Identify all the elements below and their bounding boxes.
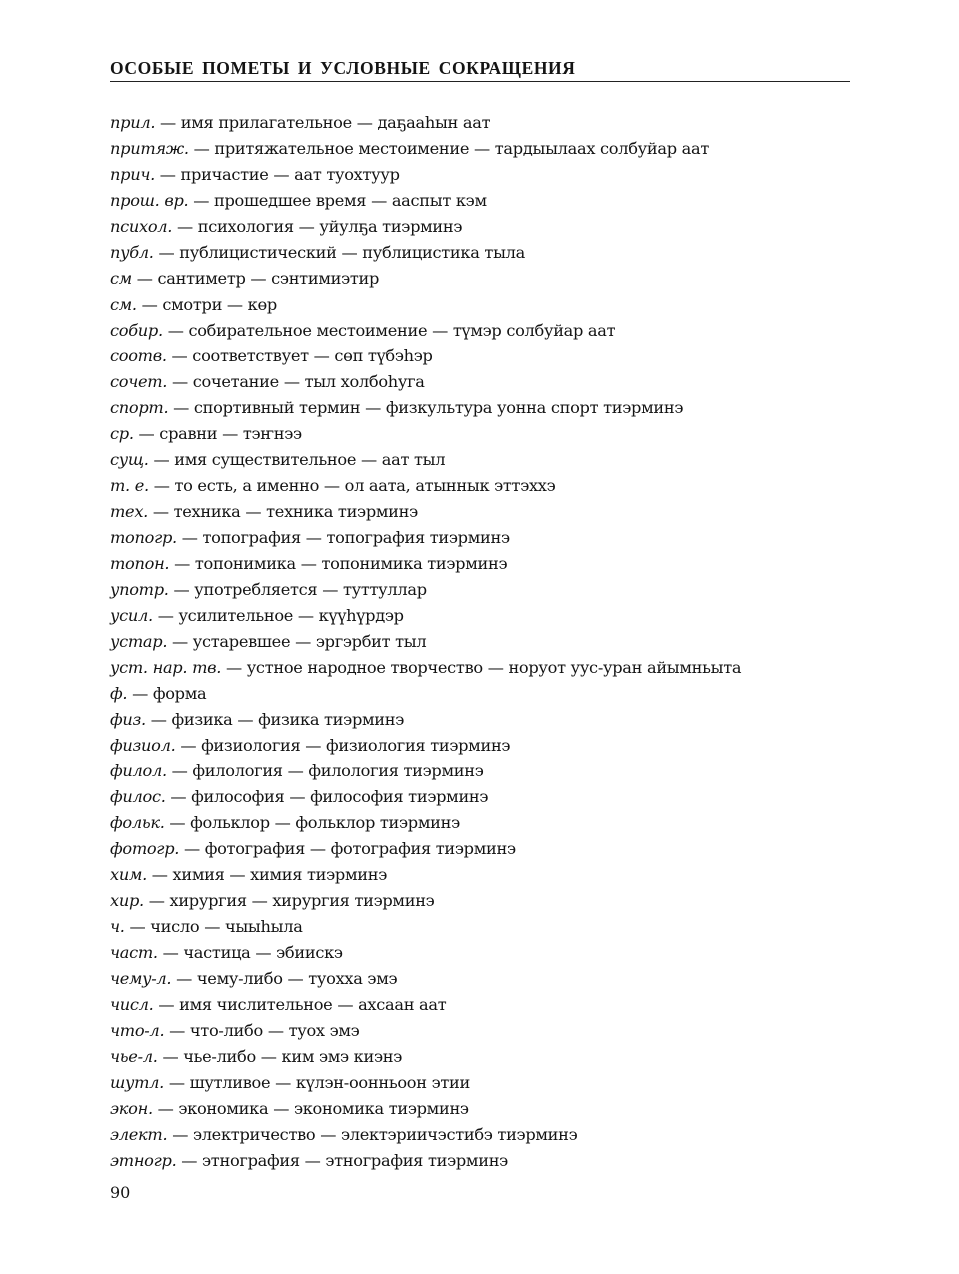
dash: —: [151, 865, 168, 885]
dash: —: [138, 424, 155, 444]
yakut-meaning: сэнтимиэтир: [271, 268, 380, 288]
yakut-meaning: тэҥнээ: [242, 424, 302, 444]
yakut-meaning: электэриичэстибэ тиэрминэ: [340, 1124, 578, 1144]
dash: —: [250, 268, 267, 288]
abbreviation-entry: [110, 577, 870, 603]
dash: —: [129, 917, 146, 937]
abbreviation: см: [110, 268, 132, 288]
abbreviation: физ.: [110, 709, 146, 729]
dash: —: [322, 579, 339, 599]
dash: —: [132, 683, 148, 703]
abbreviation-entry: [110, 499, 870, 525]
abbreviation: этногр.: [110, 1150, 177, 1170]
dash: —: [300, 553, 317, 573]
yakut-meaning: эбиискэ: [276, 943, 343, 962]
russian-meaning: собирательное местоимение: [188, 320, 428, 340]
abbreviation-entry: [110, 681, 870, 707]
dash: —: [173, 579, 190, 599]
abbreviation: экон.: [110, 1098, 153, 1118]
yakut-meaning: химия тиэрминэ: [250, 865, 388, 885]
abbreviation: фольк.: [110, 813, 165, 833]
dash: —: [365, 398, 382, 418]
yakut-meaning: фотография тиэрминэ: [330, 839, 516, 859]
russian-meaning: устаревшее: [192, 631, 291, 651]
abbreviation: хим.: [110, 865, 147, 885]
dash: —: [153, 476, 170, 496]
dash: —: [371, 190, 387, 210]
yakut-meaning: физика тиэрминэ: [258, 709, 405, 729]
abbreviation-entry: [110, 966, 870, 992]
dash: —: [337, 994, 354, 1014]
abbreviation-entry: [110, 992, 870, 1018]
page-header: [110, 57, 850, 82]
abbreviation-entry: [110, 447, 870, 473]
yakut-meaning: уйулҕа тиэрминэ: [319, 216, 463, 236]
abbreviation-entry: [110, 836, 870, 862]
dash: —: [181, 1150, 198, 1170]
abbreviation-entry: [110, 603, 870, 629]
page-title: ОСОБЫЕ ПОМЕТЫ И УСЛОВНЫЕ СОКРАЩЕНИЯ: [110, 58, 576, 78]
yakut-meaning: философия тиэрминэ: [310, 787, 489, 807]
dash: —: [226, 294, 243, 314]
dash: —: [305, 528, 322, 547]
abbreviation: сущ.: [110, 450, 149, 470]
dash: —: [162, 943, 179, 962]
abbreviation: числ.: [110, 994, 154, 1014]
russian-meaning: устное народное творчество: [246, 657, 483, 677]
russian-meaning: соответствует: [192, 346, 309, 366]
russian-meaning: химия: [172, 865, 225, 885]
russian-meaning: спортивный термин: [193, 398, 361, 418]
abbreviation: см.: [110, 294, 137, 314]
dash: —: [174, 553, 191, 573]
yakut-meaning: топография тиэрминэ: [326, 528, 510, 547]
dash: —: [487, 657, 504, 677]
abbreviation: публ.: [110, 242, 154, 262]
dash: —: [169, 813, 186, 833]
dash: —: [320, 1124, 337, 1144]
abbreviation: сочет.: [110, 372, 168, 392]
dash: —: [172, 1124, 189, 1144]
dash: —: [297, 605, 314, 625]
abbreviation-entry: [110, 266, 870, 292]
abbreviation: филос.: [110, 787, 166, 807]
abbreviation: собир.: [110, 320, 163, 340]
yakut-meaning: аат туохтуур: [294, 164, 400, 184]
yakut-meaning: экономика тиэрминэ: [293, 1098, 469, 1118]
dash: —: [159, 164, 176, 184]
yakut-meaning: техника тиэрминэ: [266, 502, 418, 522]
abbreviation-entry: [110, 733, 870, 759]
abbreviation: прич.: [110, 164, 155, 184]
dash: —: [275, 1072, 292, 1092]
dash: —: [361, 450, 377, 470]
dash: —: [162, 1046, 179, 1066]
dash: —: [150, 709, 167, 729]
abbreviation-entry: [110, 421, 870, 447]
russian-meaning: чему-либо: [196, 968, 283, 988]
abbreviation-entry: [110, 110, 870, 136]
abbreviation: чье-л.: [110, 1046, 158, 1066]
russian-meaning: топонимика: [194, 553, 296, 573]
dash: —: [153, 450, 170, 470]
abbreviation-entry: [110, 1018, 870, 1044]
abbreviation-entry: [110, 214, 870, 240]
abbreviation: фотогр.: [110, 839, 180, 859]
yakut-meaning: филология тиэрминэ: [308, 761, 484, 781]
dash: —: [225, 657, 242, 677]
yakut-meaning: ким эмэ киэнэ: [281, 1046, 402, 1066]
dash: —: [356, 113, 373, 132]
abbreviation: элект.: [110, 1124, 168, 1144]
russian-meaning: физика: [171, 709, 233, 729]
russian-meaning: фольклор: [190, 813, 270, 833]
dash: —: [172, 372, 188, 392]
dash: —: [304, 1150, 321, 1170]
dash: —: [289, 787, 306, 807]
dash: —: [181, 528, 198, 547]
abbreviation: спорт.: [110, 398, 169, 418]
yakut-meaning: даҕааһын аат: [377, 113, 491, 132]
abbreviation-entry: [110, 551, 870, 577]
dash: —: [171, 761, 188, 781]
russian-meaning: число: [150, 917, 200, 937]
abbreviation: т. е.: [110, 476, 149, 496]
dash: —: [432, 320, 448, 340]
abbreviation-entry: [110, 240, 870, 266]
yakut-meaning: түмэр солбуйар аат: [452, 320, 616, 340]
yakut-meaning: ахсаан аат: [358, 994, 447, 1014]
abbreviation: притяж.: [110, 138, 189, 158]
russian-meaning: сочетание: [192, 372, 279, 392]
abbreviation: уст. нар. тв.: [110, 657, 222, 677]
russian-meaning: усилительное: [178, 605, 294, 625]
dash: —: [136, 268, 153, 288]
russian-meaning: фотография: [204, 839, 306, 859]
dash: —: [172, 631, 188, 651]
abbreviation-entry: [110, 1096, 870, 1122]
dash: —: [313, 346, 330, 366]
abbreviation: соотв.: [110, 346, 167, 366]
abbreviation-entry: [110, 343, 870, 369]
abbreviation-entry: [110, 707, 870, 733]
dash: —: [273, 1098, 290, 1118]
yakut-meaning: публицистика тыла: [362, 242, 525, 262]
russian-meaning: употребляется: [194, 579, 318, 599]
dash: —: [173, 398, 190, 418]
yakut-meaning: күүһүрдэр: [318, 605, 404, 625]
dash: —: [157, 605, 174, 625]
russian-meaning: имя прилагательное: [180, 113, 352, 132]
dash: —: [298, 216, 315, 236]
abbreviation: част.: [110, 943, 158, 962]
abbreviation-entry: [110, 655, 870, 681]
russian-meaning: то есть, а именно: [174, 476, 320, 496]
dash: —: [474, 138, 490, 158]
russian-meaning: форма: [152, 683, 207, 703]
yakut-meaning: физиология тиэрминэ: [326, 735, 511, 755]
abbreviation-entry: [110, 784, 870, 810]
dash: —: [255, 943, 272, 962]
yakut-meaning: чыыһыла: [224, 917, 303, 937]
abbreviation-entry: [110, 1148, 870, 1174]
abbreviation-entry: [110, 862, 870, 888]
abbreviation-entry: [110, 318, 870, 344]
yakut-meaning: туохха эмэ: [308, 968, 398, 988]
dash: —: [141, 294, 158, 314]
dash: —: [157, 1098, 174, 1118]
yakut-meaning: сөп түбэһэр: [334, 346, 433, 366]
abbreviation-entry: [110, 1070, 870, 1096]
russian-meaning: имя существительное: [174, 450, 357, 470]
dash: —: [267, 1020, 284, 1040]
russian-meaning: этнография: [202, 1150, 300, 1170]
dash: —: [287, 761, 304, 781]
abbreviation-entry: [110, 629, 870, 655]
abbreviation-entry: [110, 810, 870, 836]
abbreviation-entry: [110, 473, 870, 499]
dash: —: [176, 968, 193, 988]
dash: —: [160, 113, 176, 132]
dash: —: [148, 891, 165, 911]
abbreviation: филол.: [110, 761, 167, 781]
abbreviation-entry: [110, 940, 870, 966]
dash: —: [260, 1046, 277, 1066]
abbreviation-entry: [110, 188, 870, 214]
yakut-meaning: туох эмэ: [288, 1020, 360, 1040]
russian-meaning: притяжательное местоимение: [214, 138, 470, 158]
abbreviation-entry: [110, 395, 870, 421]
russian-meaning: публицистический: [179, 242, 337, 262]
abbreviation: психол.: [110, 216, 173, 236]
abbreviation: чему-л.: [110, 968, 172, 988]
abbreviation: ч.: [110, 917, 125, 937]
yakut-meaning: ааспыт кэм: [391, 190, 487, 210]
abbreviation: топогр.: [110, 528, 177, 547]
dash: —: [170, 787, 187, 807]
russian-meaning: смотри: [162, 294, 223, 314]
dash: —: [305, 735, 322, 755]
abbreviation: усил.: [110, 605, 153, 625]
russian-meaning: что-либо: [189, 1020, 263, 1040]
dash: —: [309, 839, 326, 859]
yakut-meaning: норуот уус-уран айымньыта: [508, 657, 742, 677]
abbreviation: прил.: [110, 113, 156, 132]
abbreviation: хир.: [110, 891, 144, 911]
dash: —: [180, 735, 197, 755]
russian-meaning: имя числительное: [179, 994, 333, 1014]
russian-meaning: шутливое: [189, 1072, 271, 1092]
abbreviation: ф.: [110, 683, 128, 703]
abbreviation-entry: [110, 1122, 870, 1148]
dash: —: [283, 372, 300, 392]
yakut-meaning: туттуллар: [342, 579, 427, 599]
dash: —: [152, 502, 169, 522]
abbreviation-entry: [110, 292, 870, 318]
abbreviation-entry: [110, 1044, 870, 1070]
yakut-meaning: эргэрбит тыл: [315, 631, 427, 651]
russian-meaning: хирургия: [169, 891, 247, 911]
yakut-meaning: этнография тиэрминэ: [325, 1150, 508, 1170]
russian-meaning: сравни: [159, 424, 218, 444]
russian-meaning: философия: [191, 787, 285, 807]
russian-meaning: техника: [173, 502, 241, 522]
abbreviation-entry: [110, 369, 870, 395]
dash: —: [229, 865, 246, 885]
abbreviation-entry: [110, 136, 870, 162]
russian-meaning: физиология: [201, 735, 301, 755]
dash: —: [158, 242, 175, 262]
yakut-meaning: тардыылаах солбуйар аат: [494, 138, 709, 158]
yakut-meaning: көр: [247, 294, 277, 314]
russian-meaning: чье-либо: [183, 1046, 256, 1066]
russian-meaning: филология: [192, 761, 283, 781]
russian-meaning: причастие: [180, 164, 269, 184]
dash: —: [341, 242, 358, 262]
dash: —: [273, 164, 290, 184]
abbreviation-entry: [110, 758, 870, 784]
yakut-meaning: тыл холбоһуга: [304, 372, 425, 392]
dash: —: [287, 968, 304, 988]
dash: —: [237, 709, 254, 729]
dash: —: [183, 839, 200, 859]
abbreviation-entry: [110, 162, 870, 188]
abbreviation-list: [110, 110, 870, 1173]
abbreviation: тех.: [110, 502, 149, 522]
abbreviation: топон.: [110, 553, 170, 573]
russian-meaning: частица: [183, 943, 251, 962]
abbreviation: устар.: [110, 631, 168, 651]
dash: —: [274, 813, 291, 833]
dash: —: [245, 502, 262, 522]
yakut-meaning: физкультура уонна спорт тиэрминэ: [385, 398, 684, 418]
dash: —: [158, 994, 175, 1014]
russian-meaning: прошедшее время: [214, 190, 367, 210]
yakut-meaning: күлэн-оонньоон этии: [295, 1072, 470, 1092]
russian-meaning: сантиметр: [157, 268, 246, 288]
yakut-meaning: ол аата, атыннык эттэххэ: [344, 476, 556, 496]
russian-meaning: психология: [197, 216, 294, 236]
abbreviation-entry: [110, 914, 870, 940]
dash: —: [177, 216, 193, 236]
abbreviation: ср.: [110, 424, 134, 444]
dash: —: [168, 1072, 185, 1092]
yakut-meaning: аат тыл: [381, 450, 446, 470]
abbreviation: что-л.: [110, 1020, 165, 1040]
yakut-meaning: хирургия тиэрминэ: [272, 891, 435, 911]
dash: —: [323, 476, 340, 496]
dash: —: [171, 346, 188, 366]
dash: —: [204, 917, 221, 937]
dash: —: [222, 424, 239, 444]
russian-meaning: топография: [202, 528, 301, 547]
abbreviation: шутл.: [110, 1072, 165, 1092]
abbreviation-entry: [110, 525, 870, 551]
russian-meaning: экономика: [178, 1098, 269, 1118]
russian-meaning: электричество: [192, 1124, 316, 1144]
dash: —: [251, 891, 268, 911]
dash: —: [193, 138, 210, 158]
yakut-meaning: фольклор тиэрминэ: [295, 813, 460, 833]
abbreviation: физиол.: [110, 735, 176, 755]
dash: —: [295, 631, 311, 651]
abbreviation: употр.: [110, 579, 169, 599]
abbreviation: прош. вр.: [110, 190, 189, 210]
yakut-meaning: топонимика тиэрминэ: [321, 553, 508, 573]
dash: —: [169, 1020, 186, 1040]
dash: —: [167, 320, 184, 340]
page-number: 90: [110, 1183, 131, 1202]
abbreviation-entry: [110, 888, 870, 914]
dash: —: [193, 190, 210, 210]
